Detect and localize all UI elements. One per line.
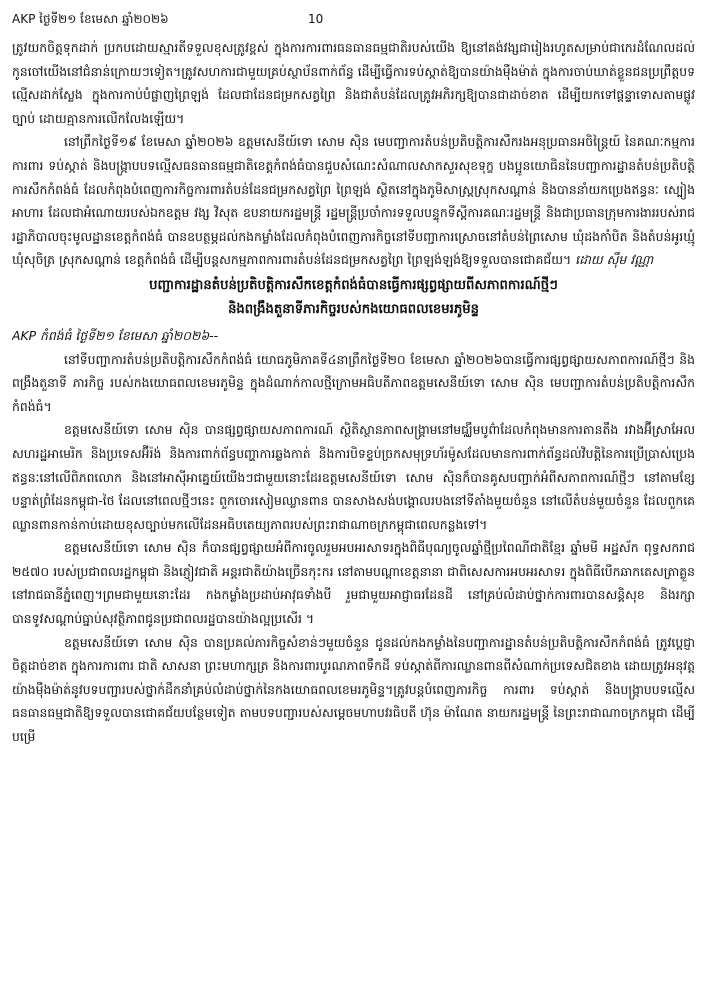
byline: ដោយ ស៊ឹម វណ្ណា — [575, 252, 654, 268]
source-date: AKP ថ្ងៃទី២១ ខែមេសា ឆ្នាំ២០២៦ — [12, 12, 169, 26]
article-paragraph-2: ឧត្តមសេនីយ៍ទោ សោម ស៊ិន បានផ្សព្វផ្សាយសភាពការណ៍ ស្ថិតិស្ថានភាពសង្គ្រាមនៅមជ្ឈឹមបូព៌ាដែលកំពុងមានការតានតឹង រវាងអ៊ីស្រាអែល សហរដ្ឋអាមេរិក និងប្រទេសអ៊ីរ៉ង់ និងការពាក់ព័ន្ធបញ្ហាការឆ្លងកាត់ និងការបិទខ្ទប់ច្រកសមុទ្រហ័រម៉ូសដែលមានការពាក់ព័ន្ធដល់វិបត្តិនៃការប្រើប្រាស់ប្រេងឥន្ធនៈនៅលើពិភពលោក និងនៅអាស៊ីអាគ្នេយ៍យើងៗជាមួយនោះដែរឧត្តមសេនីយ៍ទោ សោម ស៊ិនក៏បានគូសបញ្ជាក់អំពីសភាពការណ៍ថ្មីៗ នៅតាមខ្សែបន្ទាត់ព្រំដែនកម្ពុជា-ថៃ ដែលនៅពេលថ្មីៗនេះ ពួកចោរសៀមឈ្លានពាន បានសាងសង់បង្គោលរបងនៅទីតាំងមួយចំនួន នៅលើតំបន់មួយចំនួន ដែលពួកគេឈ្លានពានកាន់កាប់ដោយខុសច្បាប់មកលើដែនអធិបតេយ្យភាពរបស់ព្រះរាជាណាចក្រកម្ពុជាពេលកន្លងទៅ។ — [12, 422, 695, 532]
headline-line-1: បញ្ជាការដ្ឋានតំបន់ប្រតិបត្តិការសឹកខេត្តកំពង់ធំបានធ្វើការផ្សព្វផ្សាយពីសភាពការណ៍ថ្មីៗ — [149, 277, 558, 293]
page-header — [12, 8, 695, 30]
article-headline — [12, 274, 695, 322]
article-paragraph-4: ឧត្តមសេនីយ៍ទោ សោម ស៊ិន បានប្រគល់ភារកិច្ចសំខាន់ៗមួយចំនួន ជូនដល់កងកម្លាំងនៃបញ្ជាការដ្ឋានតំបន់ប្រតិបត្តិការសឹកកំពង់ធំ ត្រូវប្តេជ្ញាចិត្តដាច់ខាត ក្នុងការការពារ ជាតិ សាសនា ព្រះមហាក្សត្រ និងការពារបូរណភាពទឹកដី ទប់ស្កាត់ពីការឈ្លានពានពីសំណាក់ប្រទេសជិតខាង ដោយត្រូវអនុវត្តយ៉ាងម៉ឺងម៉ាត់នូវបទបញ្ជារបស់ថ្នាក់ដឹកនាំគ្រប់លំដាប់ថ្នាក់នៃកងយោធពលខេមរភូមិន្ទ។ត្រូវបន្តបំពេញភារកិច្ច ការពារ ទប់ស្កាត់ និងបង្ក្រាបបទល្មើសធនធានធម្មជាតិឱ្យទទួលបានជោគជ័យបន្ថែមទៀត តាមបទបញ្ជារបស់សម្តេចមហាបវរធិបតី ហ៊ុន ម៉ាណែត នាយករដ្ឋមន្ត្រី នៃព្រះរាជាណាចក្រកម្ពុជា ដើម្បីបម្រើ — [12, 634, 695, 745]
page-number: 10 — [308, 12, 324, 26]
continued-paragraph: ត្រូវយកចិត្តទុកដាក់ ប្រកបដោយស្មារតីទទួលខុសត្រូវខ្ពស់ ក្នុងការការពារធនធានធម្មជាតិរបស់យើង ឱ្យនៅគង់វង្សជារៀងរហូតសម្រាប់ជាកេរដំណែលដល់កូនចៅយើងនៅជំនាន់ក្រោយៗទៀត។ត្រូវសហការជាមួយគ្រប់ស្ថាប័នពាក់ព័ន្ធ ដើម្បីធ្វើការទប់ស្កាត់ឱ្យបានយ៉ាងម៉ឺងម៉ាត់ ក្នុងការចាប់ឃាត់ខ្លួនជនប្រព្រឹត្តបទល្មើសដាក់ស្លែង ក្នុងការកាប់បំផ្លាញព្រៃឡង់ ដែលជាដែនជម្រកសត្វព្រៃ និងជាតំបន់ដែលត្រូវអភិរក្សឱ្យបានជាដាច់ខាត ដើម្បីយកទៅផ្តន្ទាទោសតាមផ្លូវច្បាប់ ដោយគ្មានការលើកលែងឡើយ។ — [12, 40, 695, 126]
news-paragraph — [12, 130, 695, 272]
headline-line-2: និងពង្រឹងតួនាទីភារកិច្ចរបស់កងយោធពលខេមរភូមិន្ទ — [228, 301, 479, 317]
dateline: AKP កំពង់ធំ ថ្ងៃទី២១ ខែមេសា ឆ្នាំ២០២៦-- — [12, 327, 219, 343]
article-paragraph-3: ឧត្តមសេនីយ៍ទោ សោម ស៊ិន ក៏បានផ្សព្វផ្សាយអំពីការចូលរួមអបអរសាទរក្នុងពិធីបុណ្យចូលឆ្នាំថ្មីប្រពៃណីជាតិខ្មែរ ឆ្នាំមមី អដ្ឋស័ក ពុទ្ធសករាជ ២៥៧០ របស់ប្រជាពលរដ្ឋកម្ពុជា និងភ្ញៀវជាតិ អន្តរជាតិយ៉ាងច្រើនកុះករ នៅតាមបណ្តាខេត្តនានា ជាពិសេសការអបអរសាទរ ក្នុងពិធីបើកឆាកតេសត្រាគ្លួននៅរាជធានីភ្នំពេញ។ព្រមជាមួយនោះដែរ កងកម្លាំងប្រដាប់អាវុធទាំងបី រួមជាមួយអាជ្ញាធរដែនដី នៅគ្រប់លំដាប់ថ្នាក់ការពារបានសន្តិសុខ និងរក្សាបានទូវសណ្តាប់ធ្នាប់សុវត្ថិភាពជូនប្រជាពលរដ្ឋបានយ៉ាងល្អប្រសើរ ។ — [12, 540, 695, 627]
article-paragraph-1: នៅទីបញ្ជាការតំបន់ប្រតិបត្តិការសឹកកំពង់ធំ យោធភូមិភាគទី៤នាព្រឹកថ្ងៃទី២០ ខែមេសា ឆ្នាំ២០២៦បានធ្វើការផ្សព្វផ្សាយសភាពការណ៍ថ្មីៗ និងពង្រឹងតួនាទី ភារកិច្ច របស់កងយោធពលខេមរភូមិន្ទ ក្នុងដំណាក់កាលថ្មីក្រោមអធិបតីភាពឧត្តមសេនីយ៍ទោ សោម ស៊ិន មេបញ្ជាការតំបន់ប្រតិបត្តិការសឹកកំពង់ធំ។ — [12, 351, 695, 414]
article-body — [12, 36, 695, 994]
paragraph-text: នៅព្រឹកថ្ងៃទី១៩ ខែមេសា ឆ្នាំ២០២៦ ឧត្តមសេនីយ៍ទោ សោម ស៊ិន មេបញ្ជាការតំបន់ប្រតិបត្តិការសឹករងអនុប្រធានអចិន្ត្រៃយ៍ នៃគណៈកម្មការ ការពារ ទប់ស្កាត់ និងបង្ក្រាបបទល្មើសធនធានធម្មជាតិខេត្តកំពង់ធំបានជួបសំណេះសំណាលសាកសួរសុខទុក្ខ បងប្អូនយោធិននៃបញ្ជាការដ្ឋានតំបន់ប្រតិបត្តិការសឹកកំពង់ធំ ដែលកំពុងបំពេញការកិច្ចការពារតំបន់ដែនជម្រកសត្វព្រៃ ព្រៃឡង់ ស្ថិតនៅក្នុងភូមិសាស្ត្រស្រុកសណ្តាន់ និងបាននាំយកប្រេងឥន្ធនៈ ស្បៀងអាហារ ដែលជាអំណោយរបស់ឯកឧត្តម វង្ស វិសុត ឧបនាយករដ្ឋមន្ត្រី រដ្ឋមន្ត្រីប្រចាំការទទួលបន្ទុកទីស្តីការគណៈរដ្ឋមន្ត្រី និងជាប្រធានក្រុមការងាររបស់រាជរដ្ឋាភិបាលចុះមូលដ្ឋានខេត្តកំពង់ធំ បានឧបត្ថម្ភដល់កងកម្លាំងដែលកំពុងបំពេញភារកិច្ចនៅទីបញ្ជាការស្រោចនៅតំបន់ព្រៃសោម ឃុំដងកាំបិត និងតំបន់អូរឃ្មុំ ឃុំសុចិត្រ ស្រុកសណ្តាន់ ខេត្តកំពង់ធំ ដើម្បីបន្តសកម្មភាពការពារតំបន់ដែនជម្រកសត្វព្រៃ ព្រៃឡង់ឡង់ឱ្យទទួលបានជោគជ័យ។ — [12, 134, 695, 268]
